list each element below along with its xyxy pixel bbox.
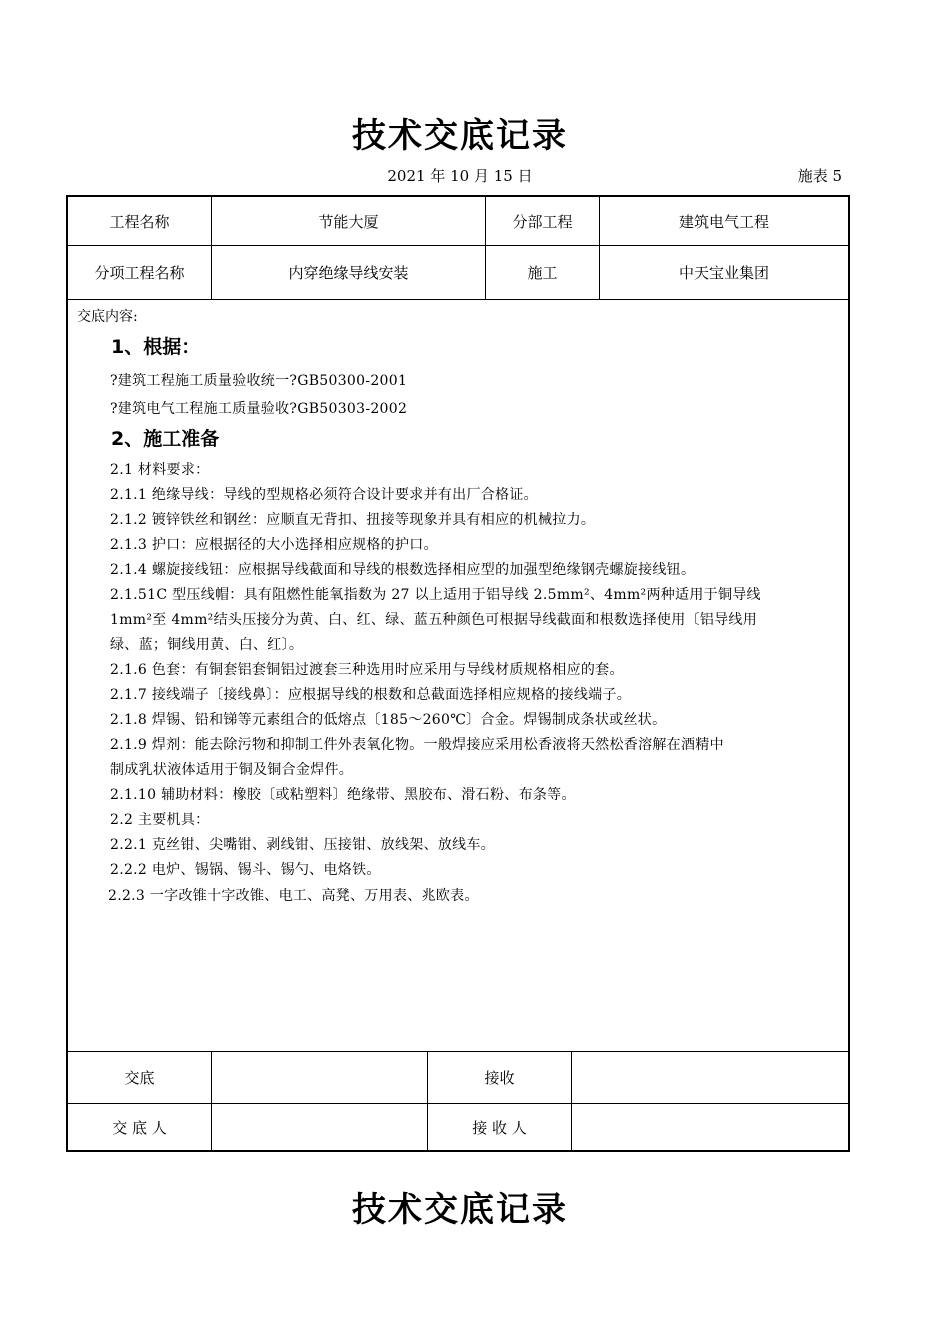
content-line: 2.1.3 护口：应根据径的大小选择相应规格的护口。 xyxy=(110,537,438,553)
project-name-label: 工程名称 xyxy=(68,197,212,245)
construction-label: 施工 xyxy=(486,246,600,299)
content-line: 2.1.1 绝缘导线：导线的型规格必须符合设计要求并有出厂合格证。 xyxy=(110,487,538,503)
receive-signature-field[interactable] xyxy=(572,1052,848,1103)
receive-label: 接收 xyxy=(428,1052,572,1103)
handover-person-label: 交 底 人 xyxy=(68,1104,212,1150)
document-date: 2021 年 10 月 15 日 xyxy=(387,167,533,185)
content-line: 2.1.2 镀锌铁丝和钢丝：应顺直无背扣、扭接等现象并具有相应的机械拉力。 xyxy=(110,512,596,528)
record-form xyxy=(66,195,850,1152)
content-line: 2.1.10 辅助材料：橡胶〔或粘塑料〕绝缘带、黑胶布、滑石粉、布条等。 xyxy=(110,787,576,803)
content-line: 2.2.2 电炉、锡锅、锡斗、锡勺、电烙铁。 xyxy=(110,862,381,878)
content-line: 2.1.4 螺旋接线钮：应根据导线截面和导线的根数选择相应型的加强型绝缘钢壳螺旋接线钮。 xyxy=(110,562,696,578)
handover-label: 交底 xyxy=(68,1052,212,1103)
handover-signature-field[interactable] xyxy=(212,1052,428,1103)
division-value: 建筑电气工程 xyxy=(678,212,769,231)
signature-row-1 xyxy=(68,1052,848,1104)
handover-content xyxy=(68,300,848,1052)
content-line: 2.1.7 接线端子〔接线鼻〕：应根据导线的根数和总截面选择相应规格的接线端子。 xyxy=(110,687,632,703)
subitem-row xyxy=(68,246,848,300)
signature-row-2 xyxy=(68,1104,848,1150)
content-line: 2.1 材料要求： xyxy=(110,462,210,478)
document-title: 技术交底记录 xyxy=(352,116,568,156)
content-line: 2.1.51C 型压线帽：具有阻燃性能氧指数为 27 以上适用于铝导线 2.5mm²、4mm²两种适用于铜导线 xyxy=(110,587,761,603)
form-number: 施表 5 xyxy=(797,167,842,185)
content-label: 交底内容: xyxy=(77,309,138,325)
content-line: 2.1.8 焊锡、铅和锑等元素组合的低熔点〔185～260℃〕合金。焊锡制成条状或丝状。 xyxy=(110,712,667,728)
content-line: 2.2.1 克丝钳、尖嘴钳、剥线钳、压接钳、放线架、放线车。 xyxy=(110,837,496,853)
receiver-field[interactable] xyxy=(572,1104,848,1150)
subitem-name-label: 分项工程名称 xyxy=(68,246,212,299)
subitem-name-value: 内穿绝缘导线安装 xyxy=(212,246,486,299)
content-line: 2.1.6 色套：有铜套铝套铜铝过渡套三种选用时应采用与导线材质规格相应的套。 xyxy=(110,662,624,678)
content-line: 2.2 主要机具： xyxy=(110,812,210,828)
handover-person-field[interactable] xyxy=(212,1104,428,1150)
project-row xyxy=(68,197,848,246)
division-label: 分部工程 xyxy=(486,197,600,245)
content-line: 1mm²至 4mm²结头压接分为黄、白、红、绿、蓝五种颜色可根据导线截面和根数选择使用〔铝导线用 xyxy=(110,612,757,628)
content-line: 2.2.3 一字改锥十字改锥、电工、高凳、万用表、兆欧表。 xyxy=(108,888,479,904)
content-line: 绿、蓝；铜线用黄、白、红〕。 xyxy=(110,637,304,653)
receiver-label: 接 收 人 xyxy=(428,1104,572,1150)
section-basis-heading: 1、根据： xyxy=(111,336,201,358)
content-line: 制成乳状液体适用于铜及铜合金焊件。 xyxy=(110,762,354,778)
content-line: 2.1.9 焊剂：能去除污物和抑制工件外表氧化物。一般焊接应采用松香液将天然松香溶解在酒精中 xyxy=(110,737,724,753)
basis-item: ?建筑电气工程施工质量验收?GB50303-2002 xyxy=(110,401,408,417)
construction-value: 中天宝业集团 xyxy=(678,264,769,282)
basis-item: ?建筑工程施工质量验收统一?GB50300-2001 xyxy=(110,373,408,389)
section-preparation-heading: 2、施工准备 xyxy=(111,428,220,450)
next-page-title: 技术交底记录 xyxy=(352,1190,568,1230)
project-name-value: 节能大厦 xyxy=(212,197,486,245)
